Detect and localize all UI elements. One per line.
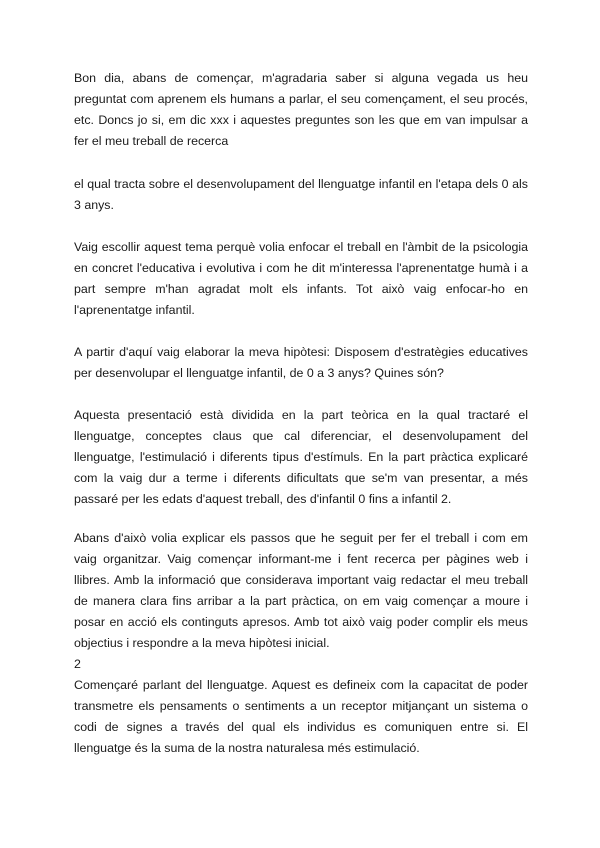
paragraph-structure: Aquesta presentació està dividida en la part teòrica en la qual tractaré el llenguatge, conceptes claus que cal diferenciar, el desenvolupament del llenguatge, l'estimulació i diferents tipus d'estímuls. En la part pràctica explicaré com la vaig dur a terme i diferents dificultats que se'm van presentar, a més passaré per les edats d'aquest treball, des d'infantil 0 fins a infantil 2. <box>74 408 528 506</box>
page-number: 2 <box>74 657 81 671</box>
paragraph-language-definition: Començaré parlant del llenguatge. Aquest es defineix com la capacitat de poder transmetre els pensaments o sentiments a un receptor mitjançant un sistema o codi de signes a través del qual els individus es comuniquen entre si. El llenguatge és la suma de la nostra naturalesa més estimulació. <box>74 678 528 755</box>
paragraph-intro: Bon dia, abans de començar, m'agradaria saber si alguna vegada us heu preguntat com aprenem els humans a parlar, el seu començament, el seu procés, etc. Doncs jo si, em dic xxx i aquestes preguntes son les que em van impulsar a fer el meu treball de recerca <box>74 71 528 148</box>
paragraph-hypothesis: A partir d'aquí vaig elaborar la meva hipòtesi: Disposem d'estratègies educatives per desenvolupar el llenguatge infantil, de 0 a 3 anys? Quines són? <box>74 345 528 380</box>
paragraph-topic: el qual tracta sobre el desenvolupament del llenguatge infantil en l'etapa dels 0 als 3 anys. <box>74 177 528 212</box>
paragraph-topic-choice: Vaig escollir aquest tema perquè volia enfocar el treball en l'àmbit de la psicologia en concret l'educativa i evolutiva i com he dit m'interessa l'aprenentatge humà i a part sempre m'han agradat molt els infants. Tot això vaig enfocar-ho en l'aprenentatge infantil. <box>74 240 528 317</box>
paragraph-process: Abans d'això volia explicar els passos que he seguit per fer el treball i com em vaig organitzar. Vaig començar informant-me i fent recerca per pàgines web i llibres. Amb la informació que considerava important vaig redactar el meu treball de manera clara fins arribar a la part pràctica, on em vaig començar a moure i posar en acció els continguts apresos. Amb tot això vaig poder complir els meus objectius i respondre a la meva hipòtesi inicial. <box>74 531 528 650</box>
